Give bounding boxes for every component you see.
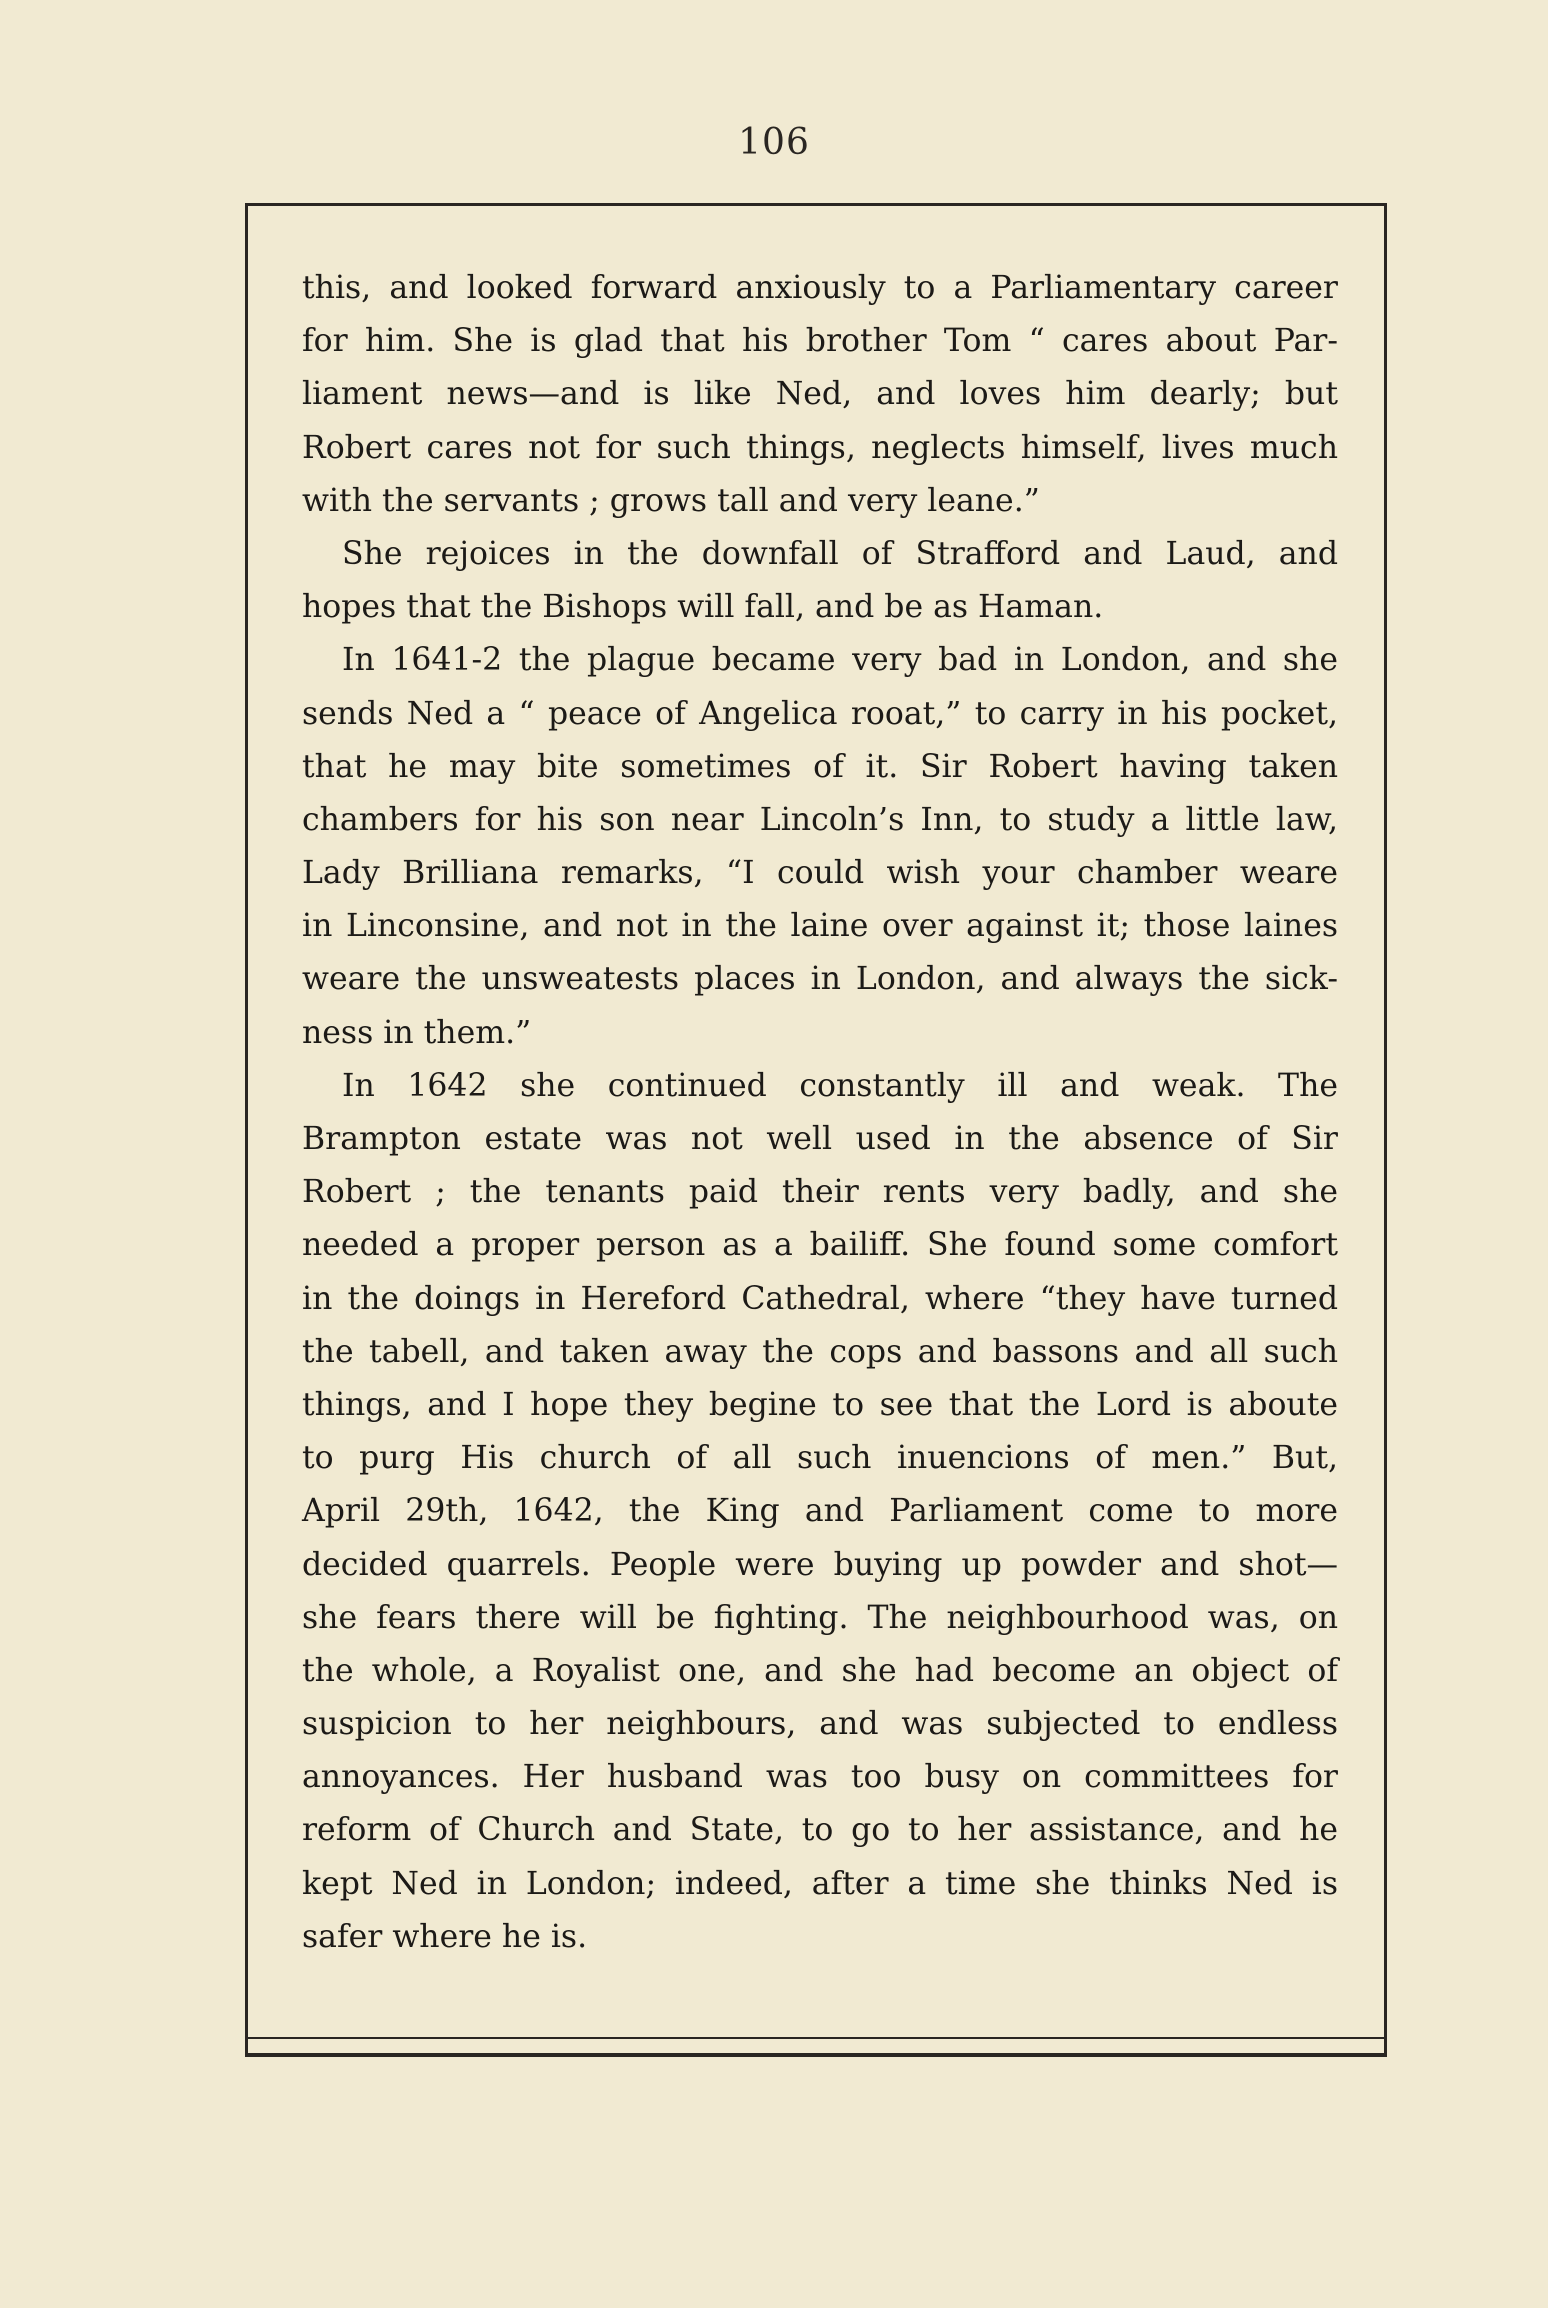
text-line: weare the unsweatests places in London, and always the sick- [302,961,1338,998]
text-line: Robert cares not for such things, neglects himself, lives much [302,429,1338,466]
body-text [302,262,1338,1964]
text-line: safer where he is. [302,1918,588,1955]
text-line: needed a proper person as a bailiff. She found some comfort [302,1227,1338,1264]
text-line: April 29th, 1642, the King and Parliament come to more [302,1493,1338,1530]
text-line: with the servants ; grows tall and very leane.” [302,482,1040,519]
text-line: Brampton estate was not well used in the absence of Sir [302,1121,1338,1157]
page-number: 106 [738,122,810,163]
text-line: annoyances. Her husband was too busy on committees for [302,1759,1338,1796]
text-line: she fears there will be fighting. The neighbourhood was, on [302,1599,1338,1636]
text-line: that he may bite sometimes of it. Sir Robert having taken [302,748,1338,785]
text-line: chambers for his son near Lincoln’s Inn, to study a little law, [302,801,1338,838]
text-line: to purg His church of all such inuencions of men.” But, [302,1440,1338,1477]
text-line: ness in them.” [302,1014,532,1051]
text-line: things, and I hope they begine to see that the Lord is aboute [302,1386,1338,1423]
text-line: liament news—and is like Ned, and loves him dearly; but [302,376,1338,413]
text-line: She rejoices in the downfall of Strafford and Laud, and [342,535,1338,572]
text-line: in the doings in Hereford Cathedral, where “they have turned [302,1280,1338,1317]
text-line: in Linconsine, and not in the laine over against it; those laines [302,908,1338,945]
text-line: this, and looked forward anxiously to a Parliamentary career [302,270,1338,306]
text-line: hopes that the Bishops will fall, and be as Haman. [302,589,1104,626]
text-line: In 1641-2 the plague became very bad in London, and she [342,642,1338,679]
text-line: In 1642 she continued constantly ill and weak. The [342,1067,1338,1104]
text-line: kept Ned in London; indeed, after a time she thinks Ned is [302,1865,1338,1902]
frame-bottom-rule [245,2037,1387,2039]
text-line: the tabell, and taken away the cops and bassons and all such [302,1333,1338,1370]
text-line: the whole, a Royalist one, and she had become an object of [302,1652,1338,1689]
text-line: suspicion to her neighbours, and was subjected to endless [302,1706,1338,1743]
text-line: Robert ; the tenants paid their rents very badly, and she [302,1174,1338,1211]
text-line: decided quarrels. People were buying up powder and shot— [302,1546,1338,1583]
text-line: sends Ned a “ peace of Angelica rooat,” to carry in his pocket, [302,695,1338,732]
text-line: reform of Church and State, to go to her assistance, and he [302,1812,1338,1849]
text-line: for him. She is glad that his brother Tom “ cares about Par- [302,323,1338,360]
text-line: Lady Brilliana remarks, “I could wish your chamber weare [302,855,1338,892]
